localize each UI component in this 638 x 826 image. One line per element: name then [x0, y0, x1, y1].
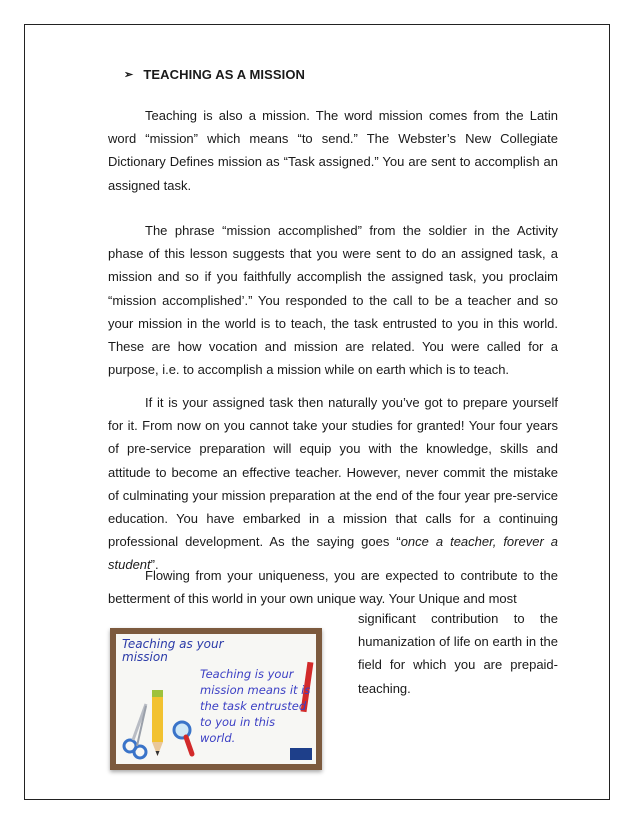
saying-quote: once a teacher, forever a student: [108, 534, 558, 573]
paragraph-3: [108, 391, 558, 577]
paragraph-1: Teaching is also a mission. The word mission comes from the Latin word “mission” which means “to send.” The Webster’s New Collegiate Dictionary Defines mission as “Task assigned.” You are sent to accomplish an assigned task.: [108, 108, 558, 193]
publisher-logo: [290, 748, 312, 760]
paragraph-4-side: significant contribution to the humanization of life on earth in the field for which you are prepaid-teaching.: [358, 611, 558, 696]
paragraph-4-wrapped-text: [358, 607, 558, 700]
whiteboard: [116, 634, 316, 764]
board-title: Teaching as your mission: [122, 637, 224, 664]
paragraph-3-main: If it is your assigned task then naturally you’ve got to prepare yourself for it. From now on you cannot take your studies for granted! Your four years of pre-service preparation will equip you with the knowledge, skills and attitude to become an effective teacher. However, never commit the mistake of culminating your mission preparation at the end of the four year pre-service education. You have embarked in a mission that calls for a continuing professional development. As the saying goes “: [108, 395, 558, 550]
arrow-bullet-icon: ➢: [124, 69, 134, 81]
paragraph-2: The phrase “mission accomplished” from the soldier in the Activity phase of this lesson suggests that you were sent to do an assigned task, a mission and so if you faithfully accomplish the assigned task, you proclaim “mission accomplished’.” You responded to the call to be a teacher and so your mission in the world is to teach, the task entrusted to you in this world. These are how vocation and mission are related. You were called for a purpose, i.e. to accomplish a mission while on earth which is to teach.: [108, 223, 558, 378]
pencil-icon: [152, 690, 163, 756]
board-text: Teaching is your mission means it is the task entrusted to you in this world.: [200, 667, 311, 745]
section-heading: [124, 67, 305, 82]
scissors-icon: [124, 704, 146, 758]
magnifier-icon: [174, 722, 192, 754]
section-title: TEACHING AS A MISSION: [143, 67, 306, 82]
paragraph-3-end: ”.: [150, 557, 159, 573]
teaching-mission-image: [110, 628, 322, 770]
paragraph-4: Flowing from your uniqueness, you are expected to contribute to the betterment of this world in your own unique way. Your Unique and most: [108, 568, 558, 607]
